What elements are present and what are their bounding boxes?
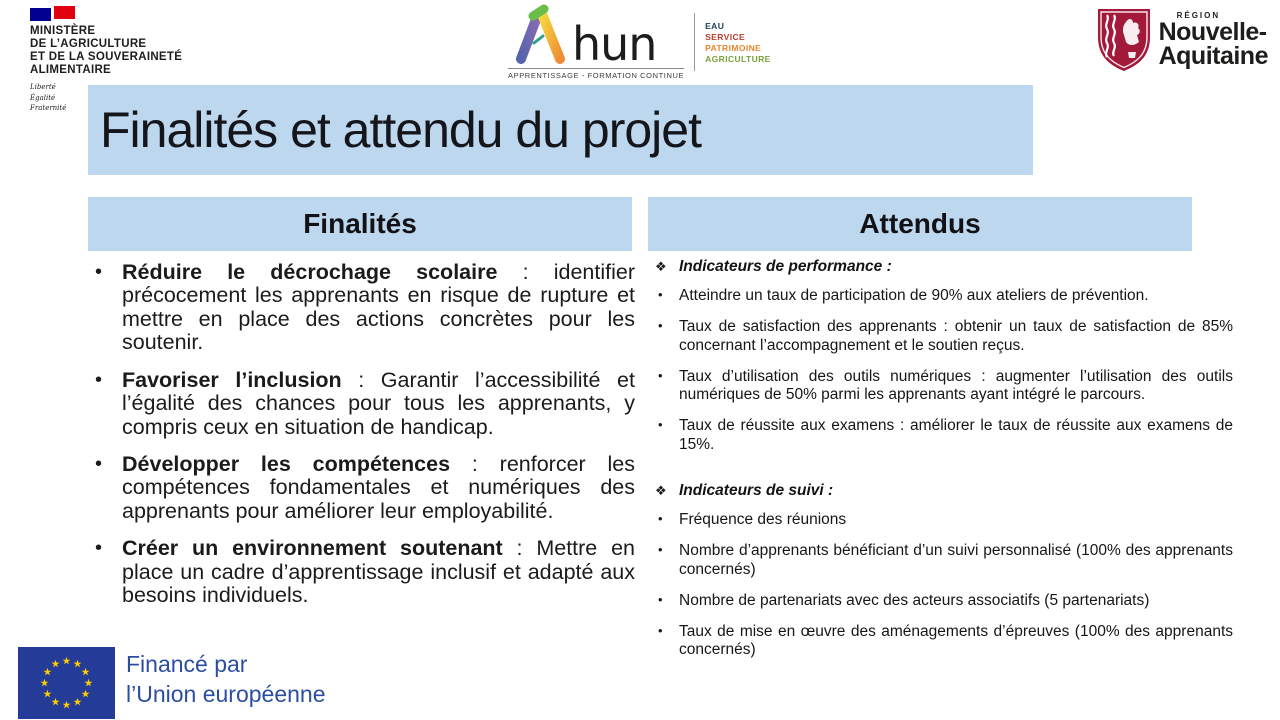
item-text: Nombre de partenariats avec des acteurs associatifs (5 partenariats) <box>679 591 1150 609</box>
bullet-text: Favoriser l’inclusion : Garantir l’accessibilité et l’égalité des chances pour tous les apprenants, y compris ceux en situation de handicap. <box>122 367 635 439</box>
diamond-bullet-icon: ❖ <box>655 482 667 498</box>
finalites-header: Finalités <box>88 197 632 251</box>
bullet-icon: • <box>658 510 663 526</box>
ahun-wordmark <box>508 4 684 72</box>
ahun-logo <box>508 4 771 80</box>
bullet-icon: • <box>658 591 663 607</box>
item-text: Taux de réussite aux examens : améliorer le taux de réussite aux examens de 15%. <box>679 417 1233 453</box>
attendus-header: Attendus <box>648 197 1192 251</box>
bullet-icon: • <box>658 367 663 383</box>
bullet-icon: • <box>658 542 663 558</box>
ministry-name-line: DE L’AGRICULTURE <box>30 38 147 51</box>
flag-red-block <box>54 6 75 19</box>
ahun-domain: EAU <box>705 20 725 31</box>
eu-funding-text <box>126 650 326 710</box>
region-shield-icon <box>1095 6 1153 74</box>
bullet-icon: • <box>95 537 103 560</box>
bullet-icon: • <box>658 623 663 639</box>
diamond-bullet-icon: ❖ <box>655 259 667 274</box>
ahun-a-icon <box>508 4 572 64</box>
list-item <box>655 511 1233 529</box>
ahun-domain: SERVICE <box>705 31 746 42</box>
flag-blue-block <box>30 8 51 21</box>
ahun-brand-text: hun <box>572 17 657 72</box>
list-item <box>95 537 635 607</box>
ministry-name <box>30 25 182 77</box>
bullet-icon: • <box>658 417 663 433</box>
ahun-domain-list <box>705 21 771 64</box>
eu-flag-icon <box>18 647 115 719</box>
ahun-brand-block <box>508 4 684 80</box>
ahun-divider <box>694 13 695 71</box>
bullet-icon: • <box>658 287 663 302</box>
ministry-name-line: ALIMENTAIRE <box>30 64 112 77</box>
item-text: Nombre d’apprenants bénéficiant d’un suivi personnalisé (100% des apprenants concernés) <box>679 542 1233 578</box>
region-name-line: Nouvelle- <box>1158 18 1267 47</box>
region-logo <box>1095 6 1268 74</box>
title-bar <box>88 85 1033 175</box>
finalites-list <box>95 261 635 621</box>
group-heading-text: Indicateurs de suivi : <box>679 481 834 499</box>
list-item <box>655 318 1233 355</box>
list-item <box>655 287 1233 305</box>
group-heading <box>655 258 1233 276</box>
bullet-icon: • <box>95 368 103 391</box>
ahun-domain: PATRIMOINE <box>705 42 762 53</box>
eu-funding-line: Financé par <box>126 651 248 677</box>
region-kicker: RÉGION <box>1176 11 1221 21</box>
item-text: Atteindre un taux de participation de 90% aux ateliers de prévention. <box>679 287 1149 304</box>
motto-line: Liberté <box>30 83 56 92</box>
eu-funding-mark <box>18 647 326 719</box>
ahun-domain: AGRICULTURE <box>705 53 771 64</box>
ministry-name-line: ET DE LA SOUVERAINETÉ <box>30 51 183 64</box>
item-text: Taux de mise en œuvre des aménagements d’épreuves (100% des apprenants concernés) <box>679 623 1233 659</box>
list-item <box>95 453 635 523</box>
ahun-tagline: APPRENTISSAGE - FORMATION CONTINUE <box>508 68 684 80</box>
list-item <box>655 592 1233 610</box>
motto-line: Fraternité <box>30 104 67 113</box>
bullet-text: Créer un environnement soutenant : Mettre en place un cadre d’apprentissage inclusif et adapté aux besoins individuels. <box>122 536 635 608</box>
ministry-name-line: MINISTÈRE <box>30 25 96 37</box>
region-name-line: Aquitaine <box>1158 42 1268 70</box>
indicator-group <box>655 482 1233 660</box>
list-item <box>95 261 635 355</box>
french-flag-icon <box>30 8 182 21</box>
motto-line: Égalité <box>30 93 56 102</box>
list-item <box>655 623 1233 660</box>
list-item <box>95 369 635 439</box>
bullet-icon: • <box>95 452 103 475</box>
item-text: Taux d’utilisation des outils numériques : augmenter l’utilisation des outils numériques de 50% parmi les apprenants ayant intégré le parcours. <box>679 367 1233 404</box>
list-item <box>655 368 1233 405</box>
item-text: Fréquence des réunions <box>679 510 847 528</box>
attendus-groups <box>655 258 1233 688</box>
bullet-icon: • <box>658 318 663 334</box>
bullet-icon: • <box>95 261 103 283</box>
bullet-text: Réduire le décrochage scolaire : identifier précocement les apprenants en risque de rupture et mettre en place des actions concrètes pour les soutenir. <box>122 260 635 355</box>
page-title: Finalités et attendu du projet <box>100 102 701 158</box>
group-heading <box>655 482 1233 500</box>
group-heading-text: Indicateurs de performance : <box>679 258 892 275</box>
list-item <box>655 417 1233 454</box>
item-text: Taux de satisfaction des apprenants : obtenir un taux de satisfaction de 85% concernant l’accompagnement et le soutien reçus. <box>679 318 1233 354</box>
region-name-block <box>1159 11 1268 69</box>
indicator-group <box>655 258 1233 454</box>
bullet-text: Développer les compétences : renforcer les compétences fondamentales et numériques des apprenants pour améliorer leur employabilité. <box>122 451 635 523</box>
list-item <box>655 542 1233 579</box>
eu-funding-line: l’Union européenne <box>126 680 326 707</box>
